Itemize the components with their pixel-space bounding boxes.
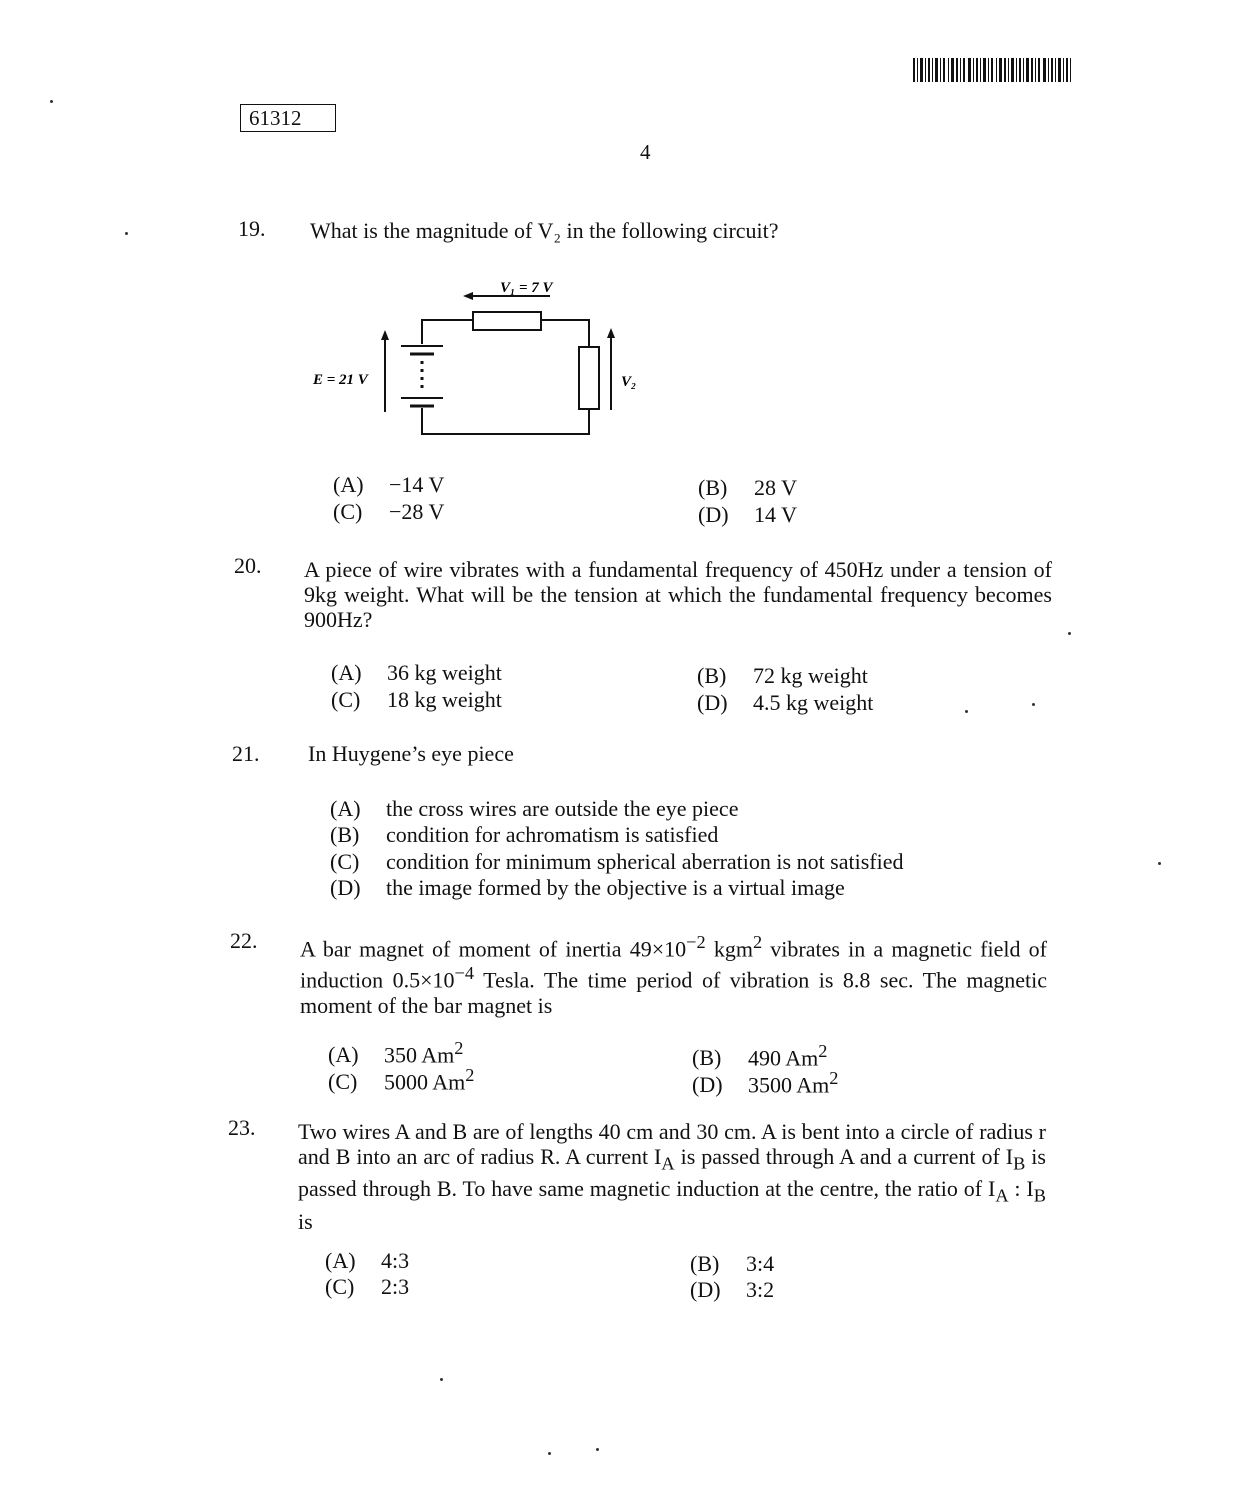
exponent: 2 (752, 932, 763, 952)
option-c (325, 1274, 409, 1300)
circuit-wire-bottom (422, 408, 589, 434)
v2-label: V₂ (621, 374, 637, 390)
option-label: (C) (325, 1274, 355, 1299)
option-label: (B) (330, 822, 360, 847)
option-text: condition for minimum spherical aberration is not satisfied (386, 849, 904, 874)
circuit-wire-top-right (541, 320, 589, 347)
question-text: In Huygene’s eye piece (308, 741, 514, 766)
e-arrow-head (381, 330, 389, 340)
option-b (330, 822, 718, 848)
resistor-r2 (579, 347, 599, 409)
question-text: What is the magnitude of V₂ in the following circuit? (310, 218, 779, 243)
question-text-part: is passed through A and a current of I (674, 1144, 1014, 1169)
option-text: 36 kg weight (387, 660, 502, 685)
option-b (690, 1251, 774, 1277)
scan-speck (965, 710, 968, 713)
option-text: 3:2 (746, 1277, 775, 1302)
option-a (325, 1248, 409, 1274)
circuit-wire-top-left (422, 320, 473, 344)
option-label: (C) (333, 499, 363, 524)
resistor-r1 (473, 312, 541, 330)
exponent: −2 (686, 932, 706, 952)
question-text: A piece of wire vibrates with a fundamental frequency of 450Hz under a tension of 9kg weight. What will be the tension at which the fundamental frequency becomes 900Hz? (304, 557, 1052, 632)
option-text: the image formed by the objective is a virtual image (386, 875, 845, 900)
scan-speck (1032, 703, 1035, 706)
option-d (697, 690, 873, 716)
option-text: 490 Am (748, 1045, 819, 1071)
option-label: (A) (331, 660, 362, 685)
option-b (697, 663, 868, 689)
subscript: A (661, 1153, 675, 1174)
page-number: 4 (640, 140, 651, 164)
option-text: 350 Am (384, 1042, 455, 1068)
option-text: 5000 Am (384, 1069, 466, 1095)
option-text: −28 V (389, 499, 445, 524)
option-text: condition for achromatism is satisfied (386, 822, 719, 847)
option-text: 14 V (754, 502, 797, 527)
question-text-part: : I (1008, 1176, 1034, 1202)
scan-speck (1158, 862, 1161, 865)
option-label: (B) (690, 1251, 720, 1276)
option-label: (A) (325, 1248, 356, 1273)
option-text: 3500 Am (748, 1072, 830, 1098)
option-label: (D) (698, 502, 729, 527)
question-text-part: is (298, 1208, 313, 1234)
option-label: (A) (333, 472, 364, 497)
question-text-part: is passed through B. To have same magnetic induction at the centre, the ratio of I (298, 1144, 1046, 1202)
question-number: 23. (228, 1115, 256, 1140)
question-text-part: A bar magnet of moment of inertia 49×10 (300, 936, 687, 962)
scan-speck (440, 1378, 443, 1381)
option-label: (D) (690, 1277, 721, 1302)
option-c (328, 1062, 474, 1095)
scan-speck (596, 1448, 599, 1451)
exponent: −4 (454, 963, 475, 984)
option-c (330, 849, 904, 875)
option-label: (C) (330, 849, 360, 874)
scan-speck (548, 1452, 551, 1455)
option-b (698, 475, 797, 501)
scan-speck (1068, 632, 1071, 635)
option-label: (B) (697, 663, 727, 688)
superscript: 2 (829, 1068, 839, 1088)
option-label: (D) (697, 690, 728, 715)
option-label: (C) (328, 1069, 358, 1095)
scan-speck (125, 232, 128, 235)
option-label: (A) (330, 796, 361, 821)
option-c (333, 499, 444, 525)
option-text: the cross wires are outside the eye piece (386, 796, 739, 821)
option-d (692, 1065, 838, 1098)
e-label: E = 21 V (313, 372, 368, 388)
question-text-part: Tesla. The time period of vibration is 8.8 sec. The magnetic moment of the bar magnet is (300, 967, 1047, 1018)
v1-label: V₁ = 7 V (500, 280, 553, 296)
option-text: 3:4 (746, 1251, 775, 1276)
question-number: 20. (234, 553, 262, 578)
option-d (330, 875, 845, 901)
option-a (331, 660, 502, 686)
question-number: 19. (238, 216, 266, 241)
option-a (333, 472, 444, 498)
question-text (298, 1119, 1046, 1234)
option-label: (D) (692, 1072, 723, 1098)
subscript: B (1033, 1185, 1046, 1206)
scan-speck (50, 100, 53, 103)
option-label: (C) (331, 687, 361, 712)
option-text: 28 V (754, 475, 797, 500)
question-number: 21. (232, 741, 260, 766)
superscript: 2 (818, 1041, 828, 1061)
option-text: 4.5 kg weight (753, 690, 874, 715)
superscript: 2 (465, 1065, 475, 1085)
option-label: (B) (692, 1045, 722, 1071)
option-text: 72 kg weight (753, 663, 868, 688)
question-text (300, 930, 1047, 1018)
option-text: −14 V (389, 472, 445, 497)
question-text-part: vibrates in a magnetic field of induction 0.5×10 (300, 936, 1047, 993)
option-label: (D) (330, 875, 361, 900)
barcode-icon (913, 58, 1071, 82)
option-label: (B) (698, 475, 728, 500)
subscript: B (1013, 1153, 1026, 1174)
v2-arrow-head (607, 328, 615, 338)
subscript: A (995, 1185, 1009, 1206)
superscript: 2 (454, 1038, 464, 1058)
option-text: 2:3 (381, 1274, 410, 1299)
v1-arrow-head (463, 292, 473, 300)
option-d (690, 1277, 774, 1303)
circuit-diagram (305, 272, 645, 442)
option-text: 4:3 (381, 1248, 410, 1273)
option-a (330, 796, 738, 822)
question-text-part: Two wires A and B are of lengths 40 cm and 30 cm. A is bent into a circle of radius r and B into an arc of radius R. A current I (298, 1119, 1046, 1169)
question-text-part: kgm (705, 936, 753, 962)
option-c (331, 687, 502, 713)
paper-code-box: 61312 (240, 104, 336, 132)
option-d (698, 502, 797, 528)
question-number: 22. (230, 928, 258, 953)
option-text: 18 kg weight (387, 687, 502, 712)
option-label: (A) (328, 1042, 359, 1068)
